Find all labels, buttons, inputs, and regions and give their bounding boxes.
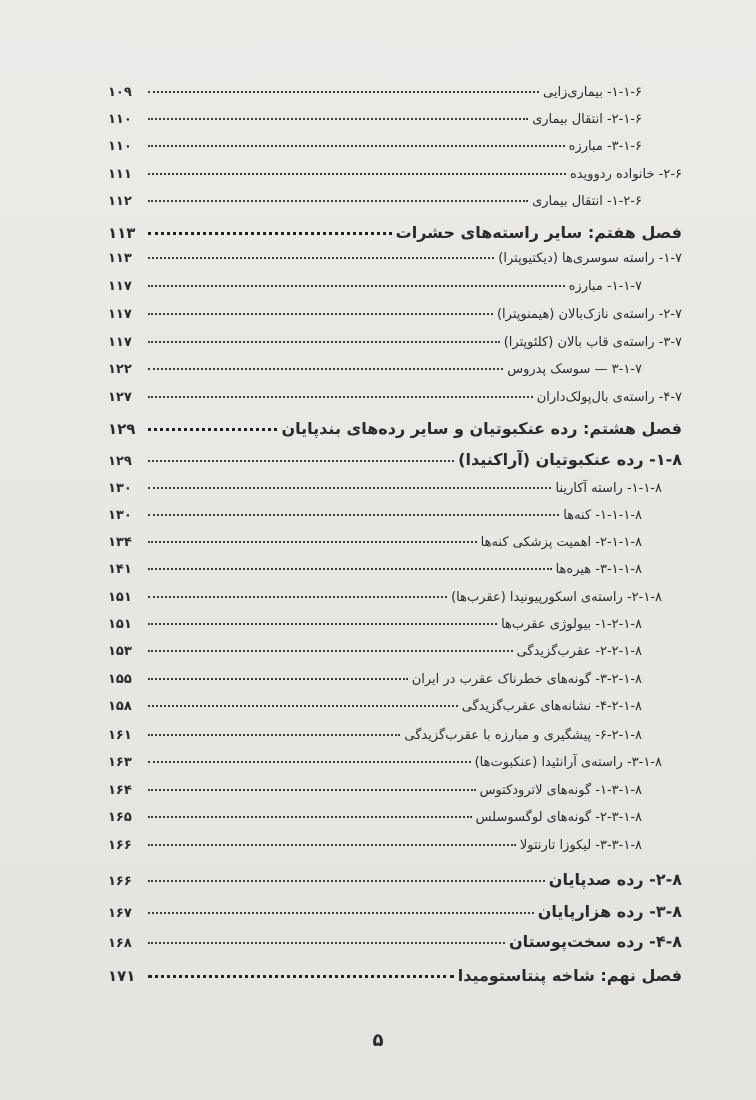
toc-entry-page: ۱۲۹: [108, 420, 136, 438]
toc-entry-page: ۱۲۹: [108, 454, 132, 469]
toc-entry-title: ۲-۱-۶- انتقال بیماری: [532, 112, 642, 127]
toc-entry-title: ۲-۲-۱-۸- عقرب‌گزیدگی: [516, 644, 642, 659]
toc-entry-title: ۲-۱-۸- راسته‌ی اسکورپیونیدا (عقرب‌ها): [451, 590, 662, 605]
dot-leader: [148, 428, 277, 431]
toc-entry-title: ۱-۲-۶- انتقال بیماری: [532, 194, 642, 209]
toc-entry: [108, 279, 642, 294]
toc-entry-title: فصل هفتم: سایر راسته‌های حشرات: [395, 223, 682, 242]
toc-entry-title: ۱-۸- رده عنکبوتیان (آراکنیدا): [458, 450, 682, 469]
toc-entry-page: ۱۶۸: [108, 936, 132, 951]
dot-leader: [148, 650, 513, 652]
toc-entry-title: ۳-۸- رده هزارپایان: [537, 902, 682, 921]
toc-entry-page: ۱۱۳: [108, 251, 132, 266]
dot-leader: [148, 880, 545, 882]
toc-entry-page: ۱۱۲: [108, 194, 132, 209]
toc-entry-page: ۱۱۰: [108, 112, 132, 127]
toc-entry: [108, 728, 642, 743]
dot-leader: [148, 145, 565, 147]
dot-leader: [148, 368, 503, 370]
toc-entry-page: ۱۱۷: [108, 279, 132, 294]
toc-entry-title: ۲-۳-۱-۸- گونه‌های لوگسوسلس: [475, 810, 642, 825]
toc-entry-title: ۳-۲-۱-۸- گونه‌های خطرناک عقرب در ایران: [411, 672, 642, 687]
table-of-contents: [108, 0, 682, 1100]
toc-entry: [108, 672, 642, 687]
toc-entry-title: ۲-۷- راسته‌ی نازک‌بالان (هیمنوپترا): [496, 307, 682, 322]
toc-entry-title: فصل نهم: شاخه پنتاستومیدا: [457, 966, 682, 985]
dot-leader: [148, 912, 534, 914]
toc-entry: [108, 590, 662, 605]
toc-entry: [108, 755, 662, 770]
dot-leader: [148, 705, 458, 707]
dot-leader: [148, 541, 477, 543]
toc-entry: [108, 617, 642, 632]
toc-entry-title: ۲-۶- خانواده ردوویده: [569, 167, 682, 182]
toc-entry-title: ۳-۱-۱-۸- هیره‌ها: [555, 562, 642, 577]
dot-leader: [148, 396, 533, 398]
toc-entry-title: ۱-۱-۶- بیماری‌زایی: [543, 85, 642, 100]
toc-entry: [108, 870, 682, 889]
toc-entry-title: ۶-۲-۱-۸- پیشگیری و مبارزه با عقرب‌گزیدگی: [404, 728, 642, 743]
toc-entry: [108, 508, 642, 523]
toc-entry-page: ۱۵۵: [108, 672, 132, 687]
toc-entry: [108, 335, 682, 350]
toc-entry: [108, 194, 642, 209]
toc-entry: [108, 251, 682, 266]
toc-entry: [108, 362, 642, 377]
toc-entry: [108, 644, 642, 659]
toc-entry-title: ۳-۳-۱-۸- لیکوزا تارنتولا: [519, 838, 642, 853]
dot-leader: [148, 232, 392, 235]
dot-leader: [148, 975, 454, 978]
toc-entry-page: ۱۲۲: [108, 362, 132, 377]
toc-entry-title: ۴-۸- رده سخت‌پوستان: [509, 932, 682, 951]
dot-leader: [148, 568, 552, 570]
toc-entry-page: ۱۳۰: [108, 508, 132, 523]
toc-entry-page: ۱۳۴: [108, 535, 132, 550]
toc-entry: [108, 562, 642, 577]
toc-entry-page: ۱۵۸: [108, 699, 132, 714]
toc-entry-page: ۱۶۷: [108, 906, 132, 921]
toc-entry: [108, 966, 682, 985]
toc-entry-page: ۱۶۴: [108, 783, 132, 798]
toc-entry: [108, 85, 642, 100]
toc-entry-page: ۱۴۱: [108, 562, 132, 577]
toc-entry: [108, 535, 642, 550]
toc-entry-title: ۱-۷- راسته سوسری‌ها (دیکتیوپترا): [498, 251, 682, 266]
dot-leader: [148, 623, 497, 625]
toc-entry: [108, 139, 642, 154]
toc-entry-title: ۱-۳-۱-۸- گونه‌های لاترودکتوس: [479, 783, 642, 798]
dot-leader: [148, 678, 408, 680]
toc-entry: [108, 783, 642, 798]
toc-entry-title: ۳-۱-۶- مبارزه: [568, 139, 642, 154]
dot-leader: [148, 816, 472, 818]
dot-leader: [148, 734, 400, 736]
toc-entry: [108, 481, 662, 496]
dot-leader: [148, 844, 516, 846]
toc-entry-page: ۱۵۳: [108, 644, 132, 659]
dot-leader: [148, 173, 566, 175]
page-number: ۵: [372, 1030, 384, 1051]
dot-leader: [148, 313, 493, 315]
toc-entry-title: ۱-۲-۱-۸- بیولوژی عقرب‌ها: [501, 617, 642, 632]
toc-entry: [108, 167, 682, 182]
dot-leader: [148, 487, 551, 489]
toc-entry-page: ۱۱۷: [108, 307, 132, 322]
dot-leader: [148, 789, 476, 791]
dot-leader: [148, 91, 539, 93]
toc-entry-title: ۲-۱-۱-۸- اهمیت پزشکی کنه‌ها: [480, 535, 642, 550]
toc-entry-page: ۱۱۷: [108, 335, 132, 350]
dot-leader: [148, 257, 494, 259]
toc-entry-title: ۳-۱-۷ — سوسک پدروس: [507, 362, 642, 377]
dot-leader: [148, 118, 528, 120]
toc-entry: [108, 307, 682, 322]
toc-entry-title: ۴-۷- راسته‌ی بال‌پولک‌داران: [536, 390, 682, 405]
dot-leader: [148, 942, 505, 944]
toc-entry-page: ۱۰۹: [108, 85, 132, 100]
dot-leader: [148, 341, 500, 343]
toc-entry: [108, 838, 642, 853]
toc-entry-title: ۱-۱-۷- مبارزه: [568, 279, 642, 294]
toc-entry-page: ۱۵۱: [108, 617, 132, 632]
dot-leader: [148, 460, 454, 462]
toc-entry-title: ۲-۸- رده صدپایان: [548, 870, 682, 889]
toc-entry: [108, 223, 682, 242]
toc-entry-page: ۱۱۳: [108, 224, 136, 242]
toc-entry: [108, 932, 682, 951]
toc-entry: [108, 699, 642, 714]
toc-entry: [108, 419, 682, 438]
dot-leader: [148, 514, 559, 516]
toc-entry: [108, 390, 682, 405]
toc-entry-page: ۱۱۱: [108, 167, 132, 182]
dot-leader: [148, 200, 528, 202]
toc-entry-page: ۱۶۶: [108, 838, 132, 853]
toc-entry-title: ۱-۱-۱-۸- کنه‌ها: [563, 508, 642, 523]
dot-leader: [148, 596, 447, 598]
dot-leader: [148, 285, 565, 287]
toc-entry-page: ۱۱۰: [108, 139, 132, 154]
toc-entry-page: ۱۶۱: [108, 728, 132, 743]
toc-entry-title: ۳-۷- راسته‌ی قاب بالان (کلئوپترا): [503, 335, 682, 350]
toc-entry-title: ۴-۲-۱-۸- نشانه‌های عقرب‌گزیدگی: [461, 699, 642, 714]
toc-entry-page: ۱۶۵: [108, 810, 132, 825]
toc-entry: [108, 450, 682, 469]
toc-entry-page: ۱۲۷: [108, 390, 132, 405]
toc-entry-page: ۱۳۰: [108, 481, 132, 496]
dot-leader: [148, 761, 471, 763]
toc-entry: [108, 810, 642, 825]
toc-entry-page: ۱۶۳: [108, 755, 132, 770]
toc-entry-title: فصل هشتم: رده عنکبوتیان و سایر رده‌های بندپایان: [281, 419, 682, 438]
toc-entry: [108, 902, 682, 921]
toc-entry-page: ۱۶۶: [108, 874, 132, 889]
toc-entry-page: ۱۵۱: [108, 590, 132, 605]
toc-entry: [108, 112, 642, 127]
toc-entry-title: ۱-۱-۸- راسته آکارینا: [555, 481, 662, 496]
toc-entry-page: ۱۷۱: [108, 967, 136, 985]
toc-entry-title: ۳-۱-۸- راسته‌ی آرانئیدا (عنکبوت‌ها): [474, 755, 662, 770]
